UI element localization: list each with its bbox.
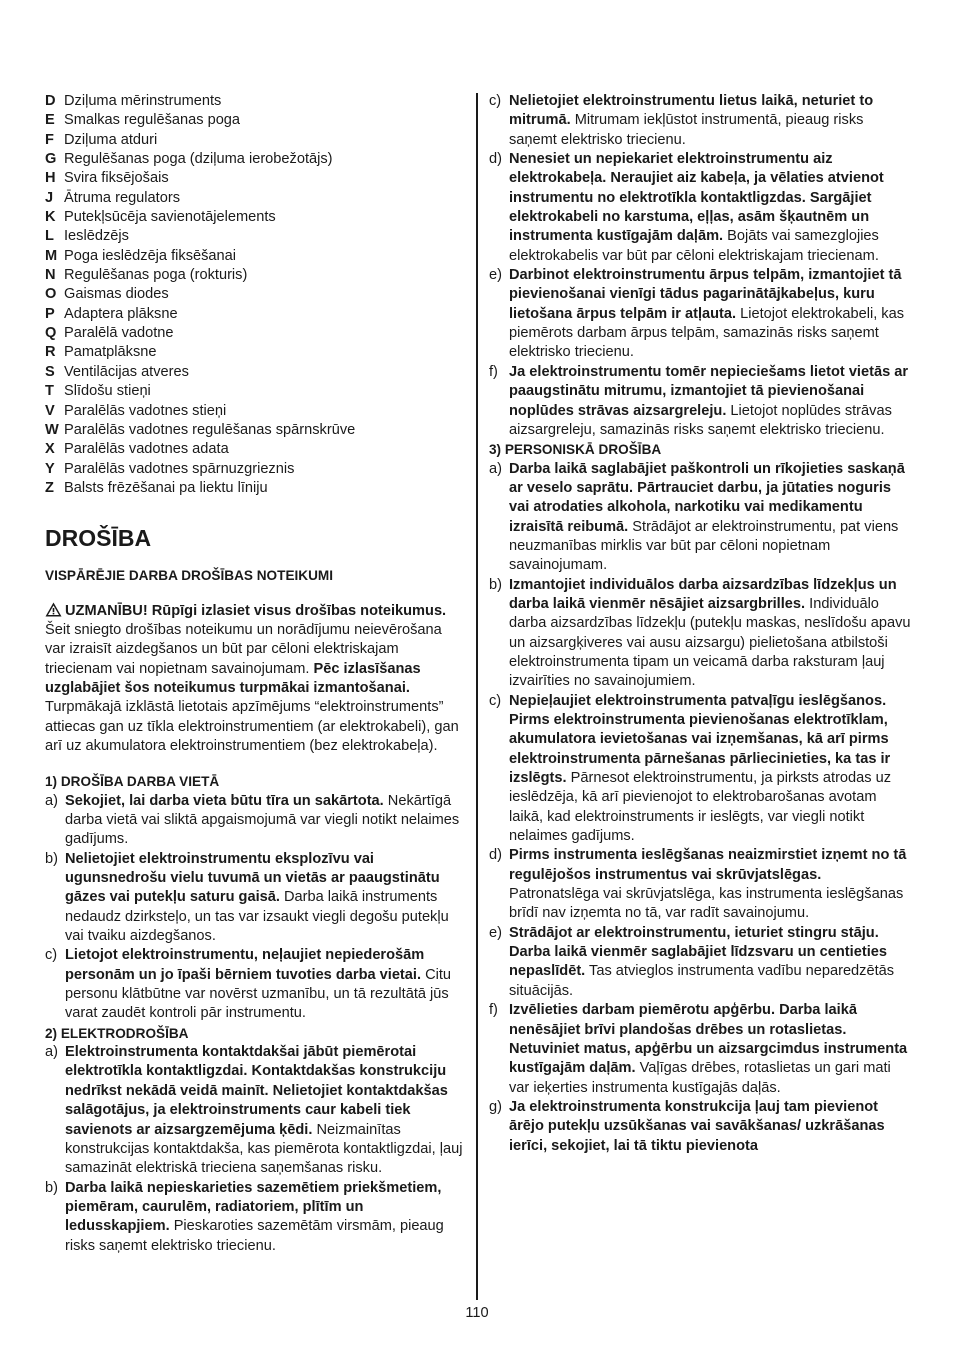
- left-column: [45, 92, 465, 1256]
- parts-legend: [45, 92, 465, 498]
- legend-row: [45, 131, 465, 150]
- item-letter: b): [489, 576, 502, 593]
- legend-row: [45, 227, 465, 246]
- legend-row: [45, 266, 465, 285]
- legend-text: Paralēlās vadotnes adata: [64, 441, 229, 458]
- legend-row: [45, 479, 465, 498]
- legend-letter: T: [45, 383, 54, 400]
- item-body: [509, 266, 914, 363]
- item-text: Neizmainītas konstrukcijas kontaktdakša, kas piemērota kontaktligzdai, ļauj samazināt elektriskā trieciena saņemšanas risku.: [65, 1121, 463, 1177]
- legend-letter: Y: [45, 460, 55, 477]
- legend-text: Paralēlās vadotnes stieņi: [64, 402, 227, 419]
- item-letter: a): [489, 460, 502, 477]
- legend-letter: K: [45, 209, 56, 226]
- item-bold: Elektroinstrumenta kontaktdakšai jābūt piemērotai elektrotīkla kontaktligzdai. Kontaktdakšas konstrukciju nedrīkst nekādā veidā mainīt. Nelietojiet kontaktdakšas salāgotājus, ja elektroinstruments caur kabeli tiek savienots ar aizsargzemējuma ķēdi.: [65, 1044, 448, 1138]
- list-item: [489, 92, 914, 150]
- item-text: Tas atvieglos instrumenta vadību neparedzētās situācijās.: [509, 963, 895, 999]
- legend-text: Dziļuma atduri: [64, 131, 158, 148]
- legend-letter: R: [45, 344, 56, 361]
- legend-row: [45, 305, 465, 324]
- electrical-safety-continued: [489, 92, 914, 440]
- legend-row: [45, 402, 465, 421]
- item-body: [65, 1043, 465, 1178]
- legend-row: [45, 440, 465, 459]
- legend-text: Slīdošu stieņi: [64, 383, 151, 400]
- legend-letter: W: [45, 421, 59, 438]
- item-letter: g): [489, 1098, 502, 1115]
- list-item: [45, 1043, 465, 1178]
- item-bold: Darbinot elektroinstrumentu ārpus telpām, izmantojiet tā pievienošanai vienīgi tādus pagarinātājkabeļus, kuru lietošana ārpus telpām ir atļauta.: [509, 267, 902, 322]
- list-item: [489, 1098, 914, 1156]
- legend-letter: X: [45, 441, 55, 458]
- item-text: Lietojot noplūdes strāvas aizsargreleju, samazinās risks saņemt elektrisko triecienu.: [509, 402, 892, 438]
- legend-row: [45, 150, 465, 169]
- legend-row: [45, 247, 465, 266]
- legend-row: [45, 169, 465, 188]
- list-item: [489, 266, 914, 363]
- item-text: Individuālo darba aizsardzības līdzekļu (putekļu maskas, neslīdošu apavu un aizsargķiveres vai ausu aizsargu) pielietošana atbilstoši elektroinstrumenta tipam un veicamā darba raksturam ļauj izvairīties no savainojumiem.: [509, 595, 911, 690]
- item-text: Lietojot elektrokabeli, kas piemērots darbam ārpus telpām, samazinās risks saņemt elektrisko triecienu.: [509, 305, 905, 361]
- page-number: 110: [465, 1305, 489, 1321]
- item-bold: Nenesiet un nepiekariet elektroinstrumentu aiz elektrokabeļa. Neraujiet aiz kabeļa, ja vēlaties atvienot instrumentu no elektrotīkla kontaktligzdas. Sargājiet elektrokabeli no karstuma, eļļas, asām šķautnēm un instrumenta kustīgajām daļām.: [509, 151, 884, 245]
- item-body: [509, 1098, 914, 1156]
- item-body: [509, 92, 914, 150]
- legend-text: Paralēlā vadotne: [64, 325, 174, 342]
- legend-text: Poga ieslēdzēja fiksēšanai: [64, 247, 236, 264]
- item-body: [65, 792, 465, 850]
- item-text: Citu personu klātbūtne var novērst uzmanību, un tā rezultātā jūs varat zaudēt kontroli pār instrumentu.: [65, 966, 452, 1022]
- legend-letter: E: [45, 112, 55, 129]
- legend-text: Svira fiksējošais: [64, 170, 169, 187]
- list-item: [489, 1001, 914, 1098]
- item-letter: c): [489, 93, 502, 109]
- legend-letter: P: [45, 305, 55, 322]
- legend-row: [45, 92, 465, 111]
- legend-text: Adaptera plāksne: [64, 305, 178, 322]
- legend-letter: L: [45, 228, 54, 245]
- item-bold: Ja elektroinstrumentu tomēr nepieciešams lietot vietās ar paaugstinātu mitrumu, izmantojiet tā pievienošanai noplūdes strāvas aizsargreleju.: [509, 363, 909, 419]
- warning-bold-2: Pēc izlasīšanas uzglabājiet šos noteikumus turpmākai izmantošanai.: [45, 660, 421, 696]
- list-item: [489, 460, 914, 576]
- item-letter: b): [45, 850, 58, 867]
- warning-text-2: Turpmākajā izklāstā lietotais apzīmējums “elektroinstruments” attiecas gan uz tīkla elektroinstrumentiem (ar elektrokabeli), gan arī uz akumulatora elektroinstrumentiem (bez elektrokabeļa).: [45, 699, 459, 754]
- item-body: [509, 692, 914, 847]
- legend-row: [45, 460, 465, 479]
- legend-text: Pamatplāksne: [64, 344, 157, 361]
- section-title: 2) ELEKTRODROŠĪBA: [45, 1025, 189, 1041]
- item-body: [509, 1001, 914, 1098]
- general-safety-subheading: VISPĀRĒJIE DARBA DROŠĪBAS NOTEIKUMI: [45, 568, 334, 584]
- item-bold: Ja elektroinstrumenta konstrukcija ļauj tam pievienot ārējo putekļu uzsūkšanas vai savākšanas/ uzkrāšanas ierīci, sekojiet, lai tā tiktu pievienota: [509, 1098, 885, 1154]
- legend-letter: O: [45, 286, 57, 303]
- legend-letter: Z: [45, 479, 54, 496]
- legend-row: [45, 421, 465, 440]
- item-text: Nekārtīgā darba vietā vai sliktā apgaismojumā var viegli notikt nelaimes gadījums.: [65, 792, 460, 848]
- item-text: Pieskaroties sazemētām virsmām, pieaug risks saņemt elektrisko triecienu.: [65, 1218, 444, 1254]
- item-body: [509, 150, 914, 266]
- item-letter: e): [489, 924, 502, 941]
- item-body: [65, 1179, 465, 1256]
- item-letter: b): [45, 1179, 58, 1196]
- item-bold: Strādājot ar elektroinstrumentu, ieturiet stingru stāju. Darba laikā vienmēr saglabājiet līdzsvaru un centieties nepaslīdēt.: [509, 924, 887, 980]
- item-letter: c): [489, 692, 502, 709]
- column-divider: [476, 93, 478, 1300]
- item-letter: e): [489, 267, 502, 284]
- list-item: [45, 946, 465, 1023]
- warning-paragraph: [45, 602, 465, 757]
- item-body: [509, 460, 914, 576]
- item-text: Patronatslēga vai skrūvjatslēga, kas instrumenta ieslēgšanas brīdī nav izņemta no tā, var radīt savainojumu.: [509, 886, 904, 922]
- left-sections: [45, 772, 465, 1256]
- legend-text: Dziļuma mērinstruments: [64, 93, 222, 109]
- item-bold: Lietojot elektroinstrumentu, neļaujiet nepiederošām personām un jo īpaši bērniem tuvoties darba vietai.: [65, 947, 425, 983]
- legend-row: [45, 363, 465, 382]
- legend-text: Paralēlās vadotnes spārnuzgrieznis: [64, 460, 295, 477]
- item-letter: d): [489, 847, 502, 864]
- item-bold: Nepieļaujiet elektroinstrumenta patvaļīgu ieslēgšanos. Pirms elektroinstrumenta pievienošanas elektrotīklam, akumulatora ievietošanas vai izņemšanas, kā arī pirms elektroinstrumenta pārnešanas pārliecinieties, ka tas ir izslēgts.: [509, 692, 891, 787]
- item-text: Vaļīgas drēbes, rotaslietas un gari mati var ieķerties instrumenta kustīgajās daļās.: [509, 1060, 891, 1096]
- item-body: [509, 924, 914, 1001]
- item-letter: a): [45, 792, 58, 809]
- legend-row: [45, 189, 465, 208]
- item-text: Darba laikā instruments nedaudz dzirksteļo, un tas var izsaukt viegli degošu putekļu vai tvaiku aizdegšanos.: [65, 889, 449, 945]
- legend-row: [45, 343, 465, 362]
- warning-text-1: Šeit sniegto drošības noteikumu un norādījumu neievērošana var izraisīt aizdegšanos un būt par cēloni elektriskajam triecienam vai nopietnam savainojumam.: [45, 621, 442, 677]
- legend-row: [45, 382, 465, 401]
- legend-letter: J: [45, 189, 54, 206]
- item-letter: f): [489, 1002, 498, 1019]
- legend-letter: S: [45, 363, 55, 380]
- warning-bold-1: UZMANĪBU! Rūpīgi izlasiet visus drošības noteikumus.: [65, 602, 447, 619]
- personal-safety-title: 3) PERSONISKĀ DROŠĪBA: [489, 442, 662, 458]
- section-items: [45, 1043, 465, 1256]
- legend-text: Putekļsūcēja savienotājelements: [64, 209, 276, 226]
- legend-text: Balsts frēzēšanai pa liektu līniju: [64, 479, 268, 496]
- item-body: [65, 850, 465, 947]
- legend-letter: N: [45, 267, 56, 284]
- right-column: [489, 92, 914, 1156]
- item-body: [509, 363, 914, 440]
- legend-letter: V: [45, 402, 55, 419]
- legend-text: Gaismas diodes: [64, 286, 169, 303]
- item-letter: d): [489, 151, 502, 168]
- legend-text: Ventilācijas atveres: [64, 363, 189, 380]
- item-bold: Izvēlieties darbam piemērotu apģērbu. Darba laikā nenēsājiet brīvi plandošas drēbes un rotaslietas. Netuviniet matus, apģērbu un aizsargcimdus instrumenta kustīgajām daļām.: [509, 1002, 908, 1077]
- legend-text: Smalkas regulēšanas poga: [64, 112, 241, 129]
- legend-letter: H: [45, 170, 56, 187]
- legend-row: [45, 111, 465, 130]
- list-item: [489, 576, 914, 692]
- list-item: [489, 846, 914, 923]
- legend-text: Regulēšanas poga (rokturis): [64, 267, 248, 284]
- legend-letter: G: [45, 151, 57, 168]
- item-letter: c): [45, 947, 58, 964]
- item-letter: f): [489, 363, 498, 380]
- personal-safety-items: [489, 460, 914, 1156]
- list-item: [489, 924, 914, 1001]
- item-bold: Nelietojiet elektroinstrumentu lietus laikā, neturiet to mitrumā.: [509, 93, 874, 129]
- legend-row: [45, 285, 465, 304]
- item-bold: Sekojiet, lai darba vieta būtu tīra un sakārtota.: [65, 792, 384, 809]
- legend-row: [45, 324, 465, 343]
- item-text: Bojāts vai samezglojies elektrokabelis var būt par cēloni elektriskajam triecienam.: [509, 228, 879, 264]
- item-body: [65, 946, 465, 1023]
- item-body: [509, 576, 914, 692]
- legend-letter: F: [45, 131, 54, 148]
- warning-triangle-icon: [45, 602, 62, 617]
- section-items: [45, 792, 465, 1024]
- list-item: [45, 850, 465, 947]
- list-item: [45, 792, 465, 850]
- section-heading: DROŠĪBA: [45, 525, 152, 552]
- item-bold: Darba laikā saglabājiet paškontroli un rīkojieties saskaņā ar veselo saprātu. Pārtrauciet darbu, ja jūtaties noguris vai atrodaties alkohola, narkotiku vai medikamentu izraisītā reibumā.: [509, 460, 905, 535]
- legend-text: Ieslēdzējs: [64, 228, 129, 245]
- legend-letter: M: [45, 247, 58, 264]
- item-text: Pārnesot elektroinstrumentu, ja pirksts atrodas uz ieslēdzēja, kā arī pievienojot to elektrobarošanas avotam laikā, kad elektroinstruments ir ieslēgts, var viegli notikt nelaimes gadījums.: [509, 770, 892, 845]
- legend-letter: D: [45, 93, 56, 109]
- legend-text: Regulēšanas poga (dziļuma ierobežotājs): [64, 151, 333, 168]
- legend-text: Ātruma regulators: [64, 189, 180, 206]
- list-item: [489, 692, 914, 847]
- list-item: [489, 363, 914, 440]
- item-bold: Izmantojiet individuālos darba aizsardzības līdzekļus un darba laikā vienmēr nēsājiet aizsargbrilles.: [509, 576, 897, 612]
- item-letter: a): [45, 1044, 58, 1061]
- list-item: [45, 1179, 465, 1256]
- legend-letter: Q: [45, 325, 57, 342]
- item-body: [509, 846, 914, 923]
- list-item: [489, 150, 914, 266]
- item-bold: Darba laikā nepieskarieties sazemētiem priekšmetiem, piemēram, caurulēm, radiatoriem, plītīm un ledusskapjiem.: [65, 1179, 442, 1235]
- legend-text: Paralēlās vadotnes regulēšanas spārnskrūve: [64, 421, 356, 438]
- item-text: Mitrumam iekļūstot instrumentā, pieaug risks saņemt elektrisko triecienu.: [509, 112, 864, 148]
- item-bold: Pirms instrumenta ieslēgšanas neaizmirstiet izņemt no tā regulējošos instrumentus vai skrūvjatslēgas.: [509, 847, 907, 883]
- legend-row: [45, 208, 465, 227]
- section-title: 1) DROŠĪBA DARBA VIETĀ: [45, 774, 220, 790]
- item-text: Strādājot ar elektroinstrumentu, pat viens neuzmanības mirklis var būt par cēloni nopietnam savainojumam.: [509, 518, 899, 574]
- item-bold: Nelietojiet elektroinstrumentu eksplozīvu vai ugunsnedrošu vielu tuvumā un vietās ar paaugstinātu gāzes vai putekļu saturu gaisā.: [65, 850, 440, 906]
